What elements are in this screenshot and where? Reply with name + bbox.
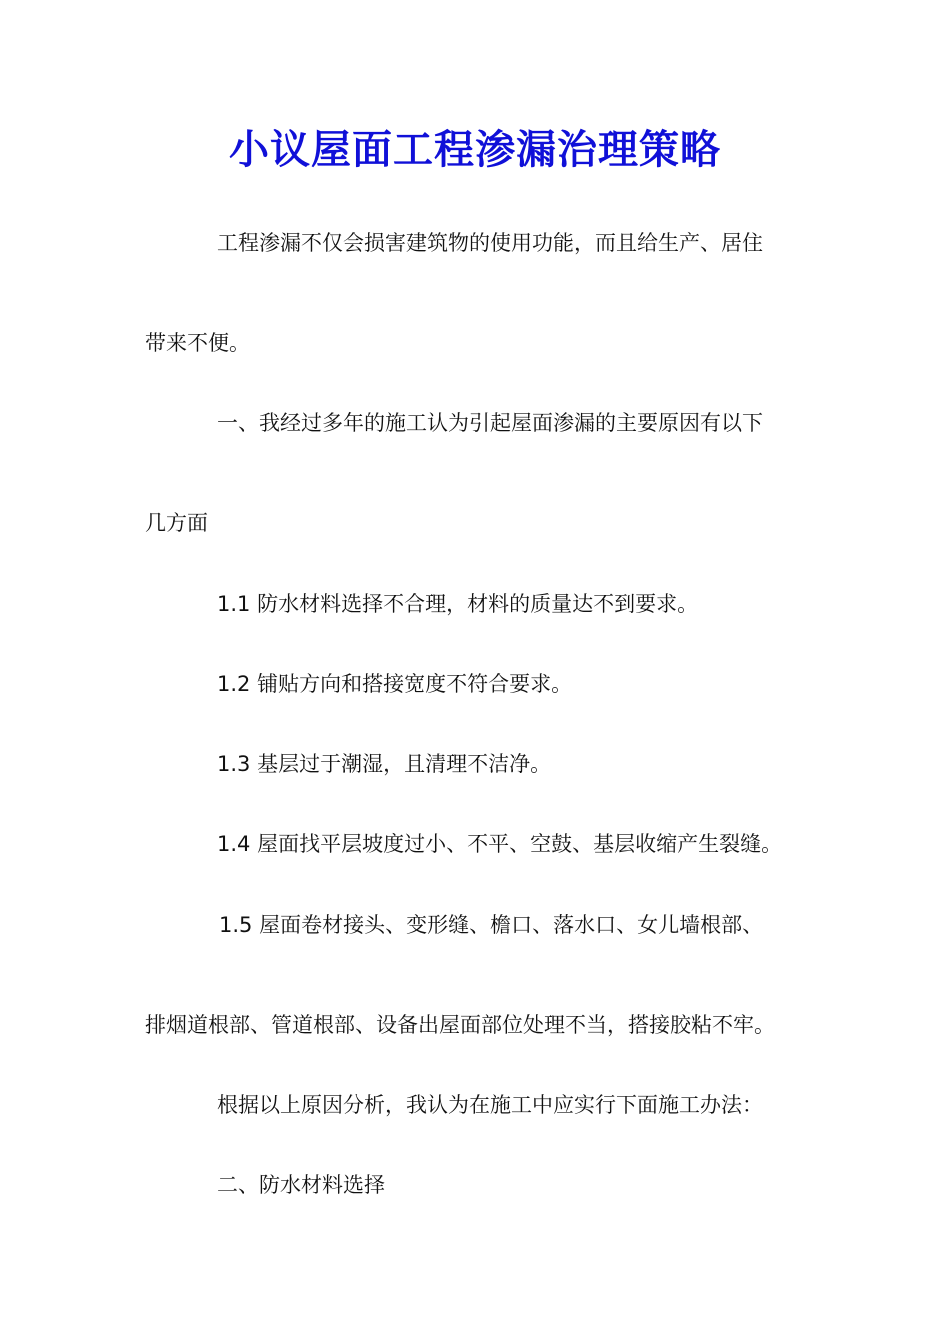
- paragraph-line: 根据以上原因分析，我认为在施工中应实行下面施工办法：: [217, 1093, 763, 1117]
- list-item: 1.3 基层过于潮湿，且清理不洁净。: [217, 752, 552, 776]
- section-heading: 二、防水材料选择: [217, 1173, 385, 1197]
- paragraph-line: 工程渗漏不仅会损害建筑物的使用功能，而且给生产、居住: [217, 231, 763, 255]
- list-item: 1.1 防水材料选择不合理，材料的质量达不到要求。: [217, 592, 699, 616]
- paragraph-line: 排烟道根部、管道根部、设备出屋面部位处理不当，搭接胶粘不牢。: [145, 1013, 775, 1037]
- list-item: 1.5 屋面卷材接头、变形缝、檐口、落水口、女儿墙根部、: [219, 913, 764, 937]
- list-item: 1.2 铺贴方向和搭接宽度不符合要求。: [217, 672, 573, 696]
- document-title: 小议屋面工程渗漏治理策略: [229, 126, 721, 173]
- paragraph-line: 几方面: [145, 511, 208, 535]
- paragraph-line: 带来不便。: [145, 331, 250, 355]
- list-item: 1.4 屋面找平层坡度过小、不平、空鼓、基层收缩产生裂缝。: [217, 832, 783, 856]
- paragraph-line: 一、我经过多年的施工认为引起屋面渗漏的主要原因有以下: [217, 411, 763, 435]
